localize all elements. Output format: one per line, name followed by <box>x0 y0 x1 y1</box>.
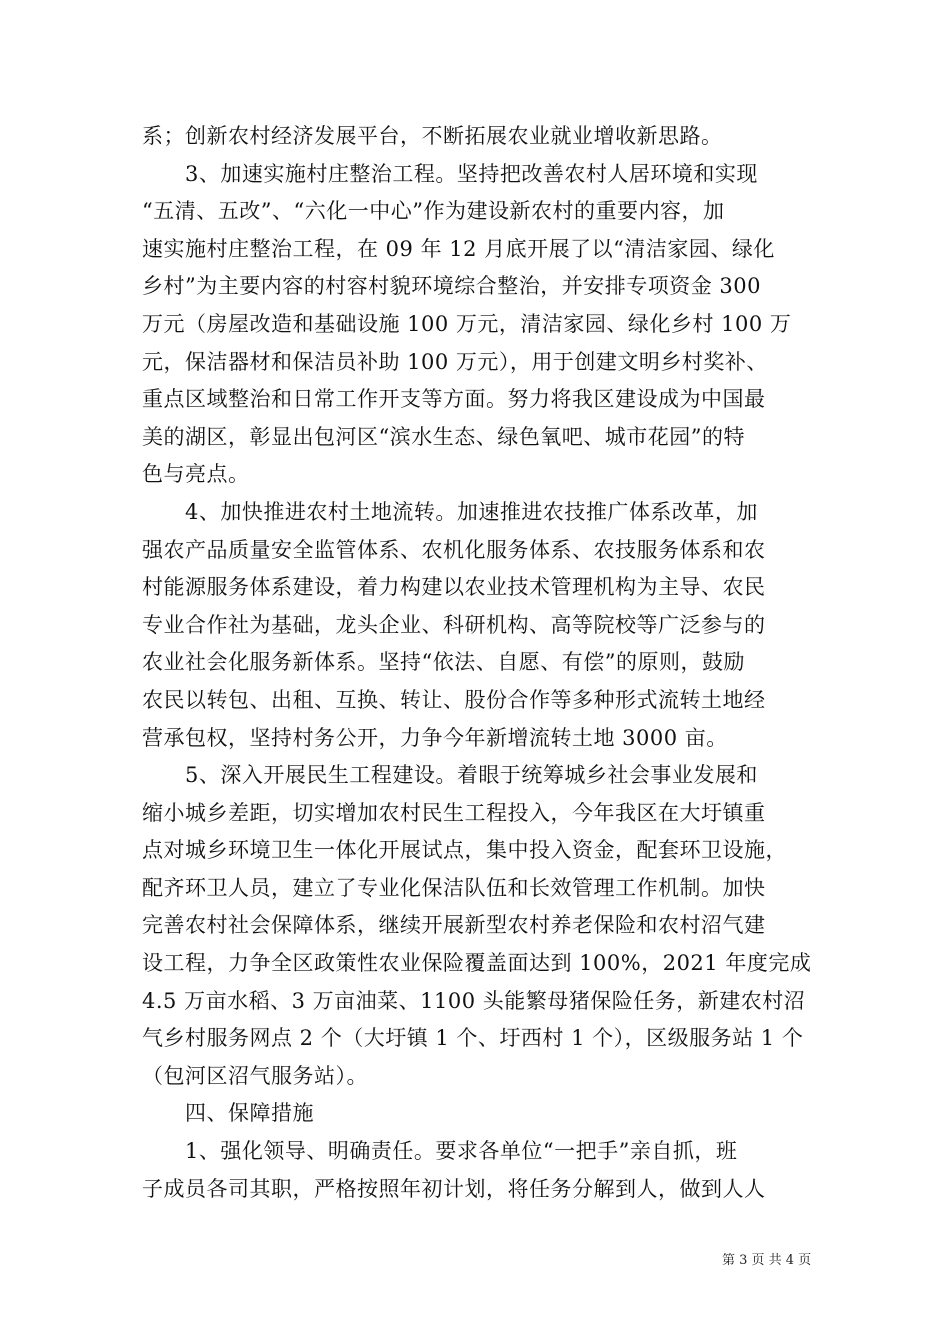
document-body <box>142 118 810 1208</box>
text-line: 万元（房屋改造和基础设施 100 万元，清洁家园、绿化乡村 100 万 <box>142 311 792 336</box>
text-line: 重点区域整治和日常工作开支等方面。努力将我区建设成为中国最 <box>142 387 766 412</box>
page-number: 第 3 页 共 4 页 <box>722 1253 812 1268</box>
text-line: 强农产品质量安全监管体系、农机化服务体系、农技服务体系和农 <box>142 537 766 562</box>
text-line: 美的湖区，彰显出包河区“滨水生态、绿色氧吧、城市花园”的特 <box>142 424 745 449</box>
text-line: 1、强化领导、明确责任。要求各单位“一把手”亲自抓，班 <box>185 1139 738 1164</box>
text-line: 4、加快推进农村土地流转。加速推进农技推广体系改革，加 <box>185 499 758 524</box>
text-line: 配齐环卫人员，建立了专业化保洁队伍和长效管理工作机制。加快 <box>142 875 766 900</box>
text-line: 速实施村庄整治工程，在 09 年 12 月底开展了以“清洁家园、绿化 <box>142 236 775 261</box>
text-line: 5、深入开展民生工程建设。着眼于统筹城乡社会事业发展和 <box>185 763 758 788</box>
text-line: 营承包权，坚持村务公开，力争今年新增流转土地 3000 亩。 <box>142 725 728 750</box>
text-line: 系；创新农村经济发展平台，不断拓展农业就业增收新思路。 <box>142 124 723 148</box>
text-line: 四、保障措施 <box>185 1101 314 1126</box>
text-line: 3、加速实施村庄整治工程。坚持把改善农村人居环境和实现 <box>185 161 758 186</box>
text-line: 村能源服务体系建设，着力构建以农业技术管理机构为主导、农民 <box>142 575 766 600</box>
text-line: 农业社会化服务新体系。坚持“依法、自愿、有偿”的原则，鼓励 <box>142 650 745 675</box>
text-line: 气乡村服务网点 2 个（大圩镇 1 个、圩西村 1 个），区级服务站 1 个 <box>142 1026 804 1051</box>
text-line: 缩小城乡差距，切实增加农村民生工程投入，今年我区在大圩镇重 <box>142 800 766 825</box>
text-line: 元，保洁器材和保洁员补助 100 万元），用于创建文明乡村奖补、 <box>142 349 768 374</box>
text-line: 色与亮点。 <box>142 462 250 487</box>
text-line: “五清、五改”、“六化一中心”作为建设新农村的重要内容，加 <box>142 199 725 224</box>
text-line: 农民以转包、出租、互换、转让、股份合作等多种形式流转土地经 <box>142 687 766 712</box>
text-line: 4.5 万亩水稻、3 万亩油菜、1100 头能繁母猪保险任务，新建农村沼 <box>142 988 806 1013</box>
text-line: 乡村”为主要内容的村容村貌环境综合整治，并安排专项资金 300 <box>142 274 761 299</box>
text-line: 设工程，力争全区政策性农业保险覆盖面达到 100%，2021 年度完成 <box>142 951 812 976</box>
text-line: （包河区沼气服务站）。 <box>142 1063 368 1088</box>
text-line: 完善农村社会保障体系，继续开展新型农村养老保险和农村沼气建 <box>142 913 766 938</box>
text-line: 专业合作社为基础，龙头企业、科研机构、高等院校等广泛参与的 <box>142 612 766 637</box>
text-line: 点对城乡环境卫生一体化开展试点，集中投入资金，配套环卫设施， <box>142 838 787 863</box>
text-line: 子成员各司其职，严格按照年初计划，将任务分解到人，做到人人 <box>142 1176 766 1201</box>
